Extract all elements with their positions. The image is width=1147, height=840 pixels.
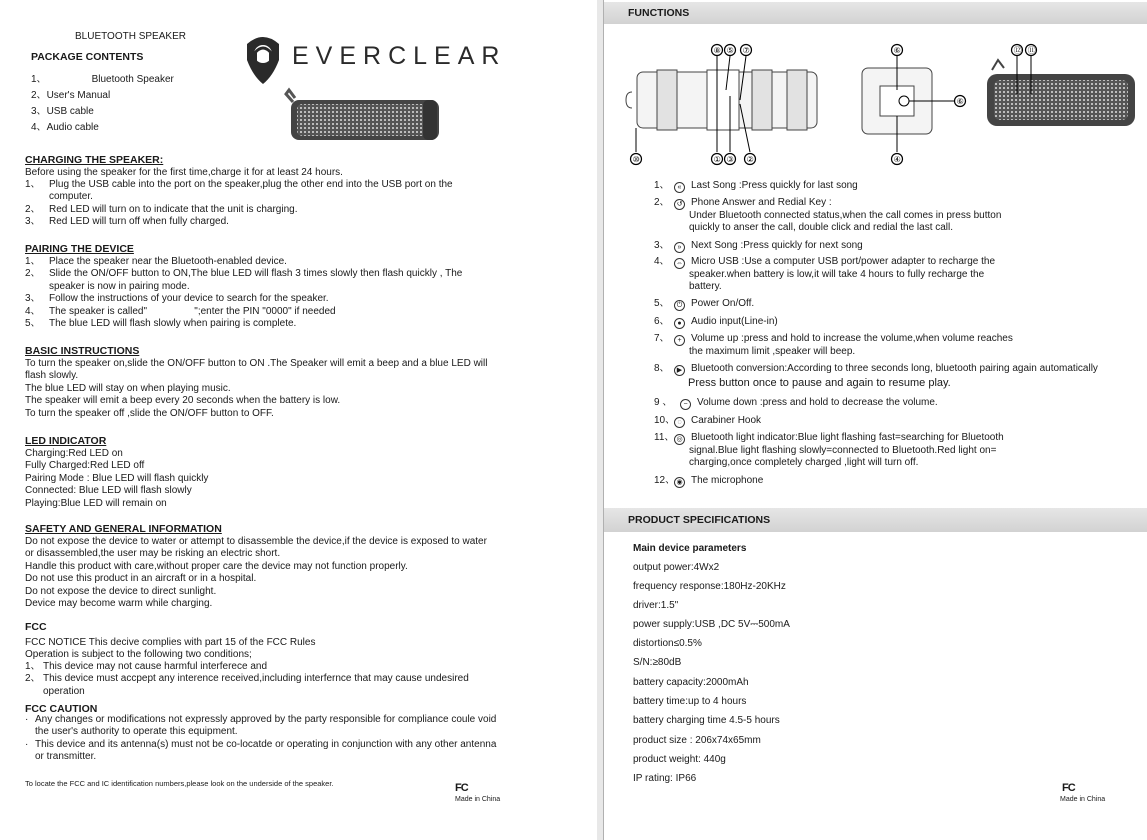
list-item: · Any changes or modifications not expressly approved by the party responsible for compliance coule void the user's authority to operate this equipment. bbox=[25, 714, 497, 738]
function-item-12: 12、◉ The microphone bbox=[654, 475, 764, 486]
fcc-subject: Operation is subject to the following two conditions; bbox=[25, 649, 252, 660]
speaker-image bbox=[283, 86, 443, 146]
charging-heading: CHARGING THE SPEAKER: bbox=[25, 154, 164, 166]
led-text bbox=[25, 448, 425, 510]
fcc-list bbox=[25, 661, 500, 698]
spec-row: S/N:≥80dB bbox=[633, 657, 682, 668]
list-item: 3、 Red LED will turn off when fully charged. bbox=[25, 216, 229, 228]
callout-label: ⑦ bbox=[742, 46, 750, 55]
safety-text bbox=[25, 536, 495, 610]
list-number: 2、 bbox=[31, 90, 47, 101]
list-item: User's Manual bbox=[46, 90, 111, 101]
spec-row: battery capacity:2000mAh bbox=[633, 677, 749, 688]
package-heading: PACKAGE CONTENTS bbox=[31, 51, 144, 63]
callout-label: ⑩ bbox=[632, 155, 640, 164]
list-item: 1、 Plug the USB cable into the port on the speaker,plug the other end into the USB port on the computer. bbox=[25, 179, 453, 203]
list-item: Audio cable bbox=[46, 122, 99, 133]
audio-input-icon: ● bbox=[674, 318, 685, 329]
spec-row: power supply:USB ,DC 5V⎓500mA bbox=[633, 619, 790, 630]
made-in-label: Made in China bbox=[455, 796, 501, 803]
spec-row: product size : 206x74x65mm bbox=[633, 735, 761, 746]
function-item-9: 9 、 − Volume down :press and hold to decrease the volume. bbox=[654, 397, 938, 408]
function-item-10: 10、 ◌ Carabiner Hook bbox=[654, 415, 762, 426]
pairing-list bbox=[25, 256, 495, 330]
microphone-icon: ◉ bbox=[674, 477, 685, 488]
led-line: Playing:Blue LED will remain on bbox=[25, 497, 167, 509]
list-item: 4、 The speaker is called" ";enter the PIN "0000" if needed bbox=[25, 305, 336, 317]
callout-label: ⑤ bbox=[726, 46, 734, 55]
function-item-1: 1、 « Last Song :Press quickly for last song bbox=[654, 180, 858, 191]
brand-logo: EVERCLEAR bbox=[292, 42, 507, 70]
volume-down-icon: − bbox=[680, 399, 691, 410]
list-number: 1、 bbox=[31, 74, 47, 85]
callout-label: ⑧ bbox=[713, 46, 721, 55]
callout-label: ⑫ bbox=[1013, 46, 1022, 55]
led-line: Charging:Red LED on bbox=[25, 448, 123, 459]
basic-line: The speaker will emit a beep every 20 seconds when the battery is low. bbox=[25, 395, 341, 407]
fcc-heading: FCC bbox=[25, 621, 47, 633]
list-item: Bluetooth Speaker bbox=[91, 74, 174, 85]
play-pause-icon: ▶ bbox=[674, 365, 685, 376]
safety-line: Do not expose the device to direct sunlight. bbox=[25, 585, 217, 597]
fcc-caution-heading: FCC CAUTION bbox=[25, 703, 98, 715]
functions-heading: FUNCTIONS bbox=[604, 2, 1147, 24]
spec-row: battery time:up to 4 hours bbox=[633, 696, 747, 707]
safety-line: Do not expose the device to water or attempt to disassemble the device,if the device is exposed to water or disassembled,the user may be risking an electric short. bbox=[25, 536, 487, 560]
specs-heading: PRODUCT SPECIFICATIONS bbox=[604, 508, 1147, 532]
fcc-mark-icon: FC bbox=[455, 782, 468, 794]
charging-list bbox=[25, 179, 495, 229]
callout-label: ④ bbox=[893, 155, 901, 164]
volume-up-icon: + bbox=[674, 335, 685, 346]
basic-text bbox=[25, 358, 507, 420]
basic-line: To turn the speaker off ,slide the ON/OFF button to OFF. bbox=[25, 407, 274, 419]
made-in-label: Made in China bbox=[1060, 796, 1106, 803]
function-item-5: 5、 ⏻ Power On/Off. bbox=[654, 298, 755, 309]
power-icon: ⏻ bbox=[674, 300, 685, 311]
function-item-6: 6、 ● Audio input(Line-in) bbox=[654, 316, 778, 327]
led-heading: LED INDICATOR bbox=[25, 435, 107, 447]
everclear-logo-icon bbox=[243, 34, 283, 86]
right-page bbox=[603, 0, 1147, 840]
phone-answer-icon: ↺ bbox=[674, 199, 685, 210]
spec-row: driver:1.5" bbox=[633, 600, 679, 611]
package-list bbox=[31, 74, 231, 138]
function-item-11: 11、 ◎ Bluetooth light indicator:Blue light flashing fast=searching for Bluetooth signal.Blue light flashing slowly=connected to Bluetooth.Red light on= charging,once completely charged ,light will turn off. bbox=[654, 432, 1004, 469]
spec-row: output power:4Wx2 bbox=[633, 562, 720, 573]
spec-row: IP rating: IP66 bbox=[633, 773, 697, 784]
spec-row: distortion≤0.5% bbox=[633, 638, 702, 649]
list-item: 2、 Slide the ON/OFF button to ON,The blue LED will flash 3 times slowly then flash quickly , The speaker is now in pairing mode. bbox=[25, 268, 463, 292]
product-title: BLUETOOTH SPEAKER bbox=[75, 31, 186, 42]
spec-row: frequency response:180Hz-20KHz bbox=[633, 581, 786, 592]
callout-label: ③ bbox=[726, 155, 734, 164]
callout-label: ⑥ bbox=[893, 46, 901, 55]
safety-line: Device may become warm while charging. bbox=[25, 598, 213, 610]
function-item-4: 4、 ⇔ Micro USB :Use a computer USB port/power adapter to recharge the speaker.when battery is low,it will take 4 hours to fully recharge the battery. bbox=[654, 256, 996, 293]
list-item: 1、 This device may not cause harmful interferece and bbox=[25, 661, 267, 672]
callout-label: ① bbox=[713, 155, 721, 164]
fcc-notice: FCC NOTICE This decive complies with part 15 of the FCC Rules bbox=[25, 637, 316, 648]
pairing-heading: PAIRING THE DEVICE bbox=[25, 243, 134, 255]
list-item: USB cable bbox=[46, 106, 94, 117]
carabiner-hook-icon: ◌ bbox=[674, 417, 685, 428]
spec-row: battery charging time 4.5-5 hours bbox=[633, 715, 780, 726]
function-item-8: 8、 ▶ Bluetooth conversion:According to three seconds long, bluetooth pairing again automatically Press button once to pause and again to resume play. bbox=[654, 363, 1098, 389]
basic-line: The blue LED will stay on when playing music. bbox=[25, 382, 231, 394]
fcc-caution-list bbox=[25, 714, 505, 764]
basic-line: To turn the speaker on,slide the ON/OFF button to ON .The Speaker will emit a beep and a blue LED will flash slowly. bbox=[25, 358, 488, 382]
fcc-mark-icon: FC bbox=[1062, 782, 1075, 794]
micro-usb-icon: ⇔ bbox=[676, 260, 683, 267]
callout-label: ② bbox=[746, 155, 754, 164]
next-song-icon: » bbox=[674, 242, 685, 253]
spec-row: product weight: 440g bbox=[633, 754, 726, 765]
bluetooth-light-icon: ◎ bbox=[674, 434, 685, 445]
function-item-2: 2、 ↺ Phone Answer and Redial Key : Under Bluetooth connected status,when the call comes in press button quickly to anser the call, double click and redial the last call. bbox=[654, 197, 1002, 234]
callout-label: ⑪ bbox=[1027, 46, 1036, 55]
callout-label: ⑥ bbox=[956, 97, 964, 106]
led-line: Fully Charged:Red LED off bbox=[25, 460, 145, 472]
function-item-3: 3、 » Next Song :Press quickly for next song bbox=[654, 240, 863, 251]
list-item: 1、 Place the speaker near the Bluetooth-enabled device. bbox=[25, 256, 287, 267]
list-item: 3、 Follow the instructions of your device to search for the speaker. bbox=[25, 293, 329, 305]
led-line: Connected: Blue LED will flash slowly bbox=[25, 485, 192, 497]
safety-line: Do not use this product in an aircraft or in a hospital. bbox=[25, 573, 257, 585]
speaker-diagram bbox=[622, 30, 1142, 172]
led-line: Pairing Mode : Blue LED will flash quickly bbox=[25, 472, 209, 484]
footer-note: To locate the FCC and IC identification numbers,please look on the underside of the speaker. bbox=[25, 779, 334, 788]
specs-subheading: Main device parameters bbox=[633, 543, 747, 554]
list-item: 2、 Red LED will turn on to indicate that the unit is charging. bbox=[25, 203, 298, 215]
charging-intro: Before using the speaker for the first time,charge it for at least 24 hours. bbox=[25, 167, 343, 178]
basic-heading: BASIC INSTRUCTIONS bbox=[25, 345, 140, 357]
list-item: · This device and its antenna(s) must not be co-locatde or operating in conjunction with any other antenna or transmitter. bbox=[25, 738, 497, 763]
list-number: 3、 bbox=[31, 106, 47, 117]
last-song-icon: « bbox=[674, 182, 685, 193]
safety-heading: SAFETY AND GENERAL INFORMATION bbox=[25, 523, 222, 535]
list-item: 2、 This device must accpept any interence received,including interfernce that may cause undesired operation bbox=[25, 673, 469, 697]
function-item-7: 7、 + Volume up :press and hold to increase the volume,when volume reaches the maximum limit ,speaker will beep. bbox=[654, 333, 1013, 357]
safety-line: Handle this product with care,without proper care the device may not function properly. bbox=[25, 560, 408, 572]
list-item: 5、 The blue LED will flash slowly when pairing is complete. bbox=[25, 318, 297, 330]
list-number: 4、 bbox=[31, 122, 47, 133]
